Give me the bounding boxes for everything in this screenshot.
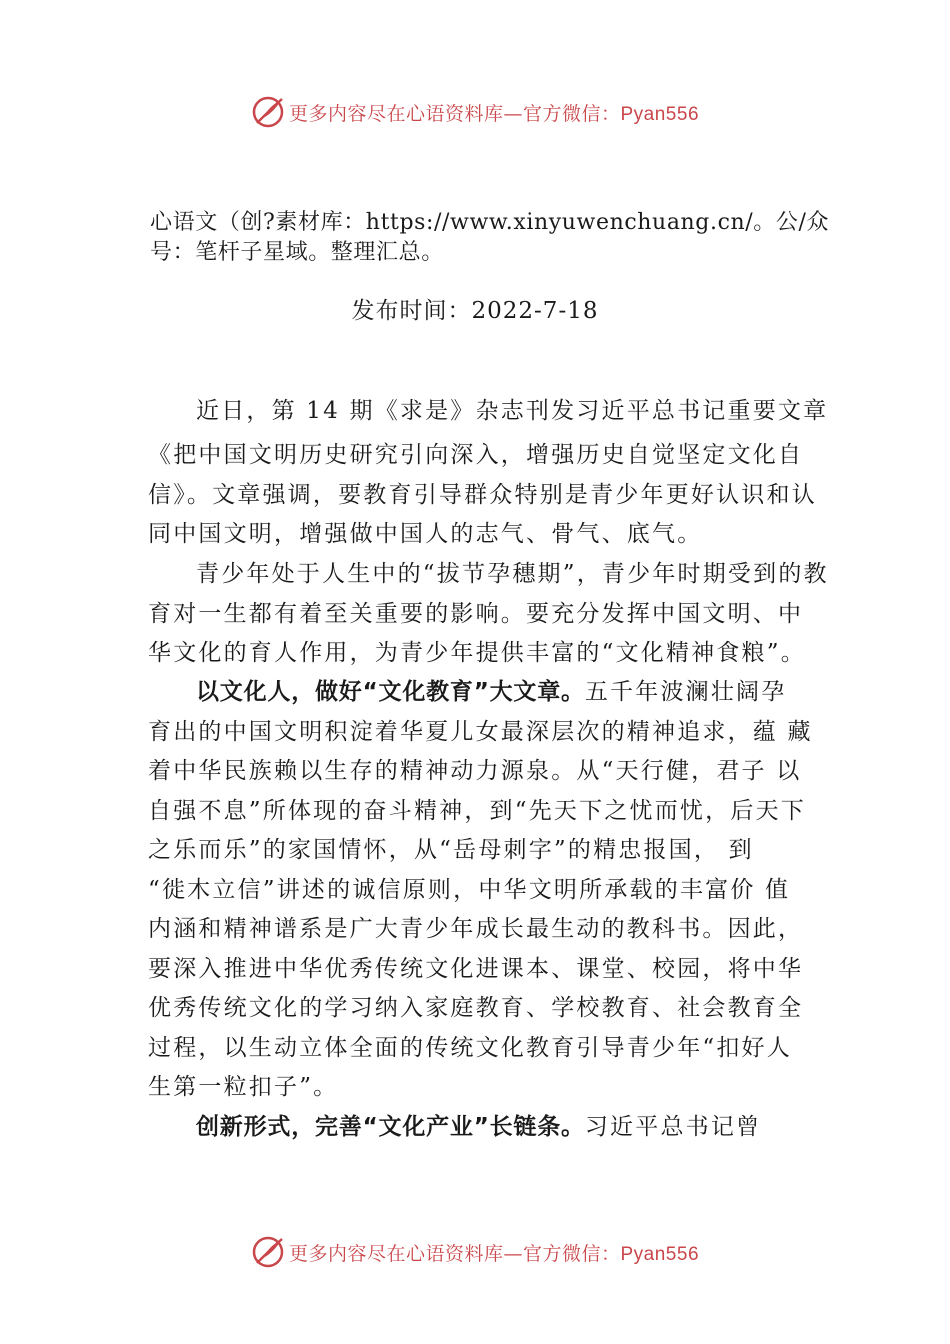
line-text: 五千年波澜壮阔孕 (584, 679, 787, 705)
line-text: 育对一生都有着至关重要的影响。要充分发挥中国文明、中 (148, 601, 804, 627)
watermark-text: 更多内容尽在心语资料库—官方微信：Pyan556 (288, 1242, 700, 1265)
text-line (196, 673, 786, 706)
line-text: 自强不息”所体现的奋斗精神，到“先天下之忧而忧，后天下 (148, 798, 806, 824)
line-text: 要深入推进中华优秀传统文化进课本、课堂、校园，将中华 (148, 956, 804, 982)
text-line (148, 871, 790, 904)
text-line (148, 634, 806, 667)
quill-logo-icon (251, 95, 285, 129)
text-line (148, 989, 803, 1022)
text-line (148, 950, 803, 983)
text-line (196, 392, 828, 425)
line-text: 近日，第 14 期《求是》杂志刊发习近平总书记重要文章 (196, 398, 829, 424)
line-text: 信》。文章强调，要教育引导群众特别是青少年更好认识和认 (148, 482, 817, 508)
line-text: 同中国文明，增强做中国人的志气、骨气、底气。 (148, 521, 703, 547)
line-text: 生第一粒扣子”。 (148, 1074, 339, 1100)
line-text: 之乐而乐”的家国情怀，从“岳母刺字”的精忠报国， 到 (148, 837, 754, 863)
bold-heading: 创新形式，完善“文化产业”长链条。 (196, 1114, 585, 1140)
watermark-banner-bottom (0, 1232, 950, 1272)
line-text: “徙木立信”讲述的诚信原则，中华文明所承载的丰富价 值 (148, 877, 791, 903)
text-line (148, 713, 813, 746)
line-text: 习近平总书记曾 (584, 1114, 762, 1140)
text-line (148, 436, 803, 469)
watermark-banner-top (0, 92, 950, 132)
wechat-id: Pyan556 (620, 1243, 700, 1265)
text-line (148, 1029, 792, 1062)
text-line (196, 1108, 761, 1141)
line-text: 着中华民族赖以生存的精神动力源泉。从“天行健，君子 以 (148, 758, 802, 784)
line-text: 育出的中国文明积淀着华夏儿女最深层次的精神追求，蕴 藏 (148, 719, 813, 745)
text-line (148, 595, 803, 628)
line-text: 青少年处于人生中的“拔节孕穗期”，青少年时期受到的教 (196, 561, 829, 587)
line-text: 《把中国文明历史研究引向深入，增强历史自觉坚定文化自 (148, 442, 804, 468)
text-line (196, 555, 829, 588)
quill-logo-icon (251, 1235, 285, 1269)
text-line (148, 1068, 338, 1101)
line-text: 华文化的育人作用，为青少年提供丰富的“文化精神食粮”。 (148, 640, 806, 666)
text-line (148, 792, 806, 825)
source-note: 心语文（创?素材库：https://www.xinyuwenchuang.cn/。公/众号：笔杆子星域。整理汇总。 (150, 210, 830, 265)
line-text: 内涵和精神谱系是广大青少年成长最生动的教科书。因此， (148, 916, 804, 942)
line-text: 优秀传统文化的学习纳入家庭教育、学校教育、社会教育全 (148, 995, 804, 1021)
wechat-id: Pyan556 (620, 103, 700, 125)
text-line (148, 515, 702, 548)
publish-date: 发布时间：2022-7-18 (351, 298, 599, 324)
text-line (148, 752, 801, 785)
watermark-text: 更多内容尽在心语资料库—官方微信：Pyan556 (288, 102, 700, 125)
text-line (148, 910, 803, 943)
text-line (148, 831, 754, 864)
line-text: 过程，以生动立体全面的传统文化教育引导青少年“扣好人 (148, 1035, 792, 1061)
bold-heading: 以文化人，做好“文化教育”大文章。 (196, 679, 585, 705)
text-line (148, 476, 817, 509)
